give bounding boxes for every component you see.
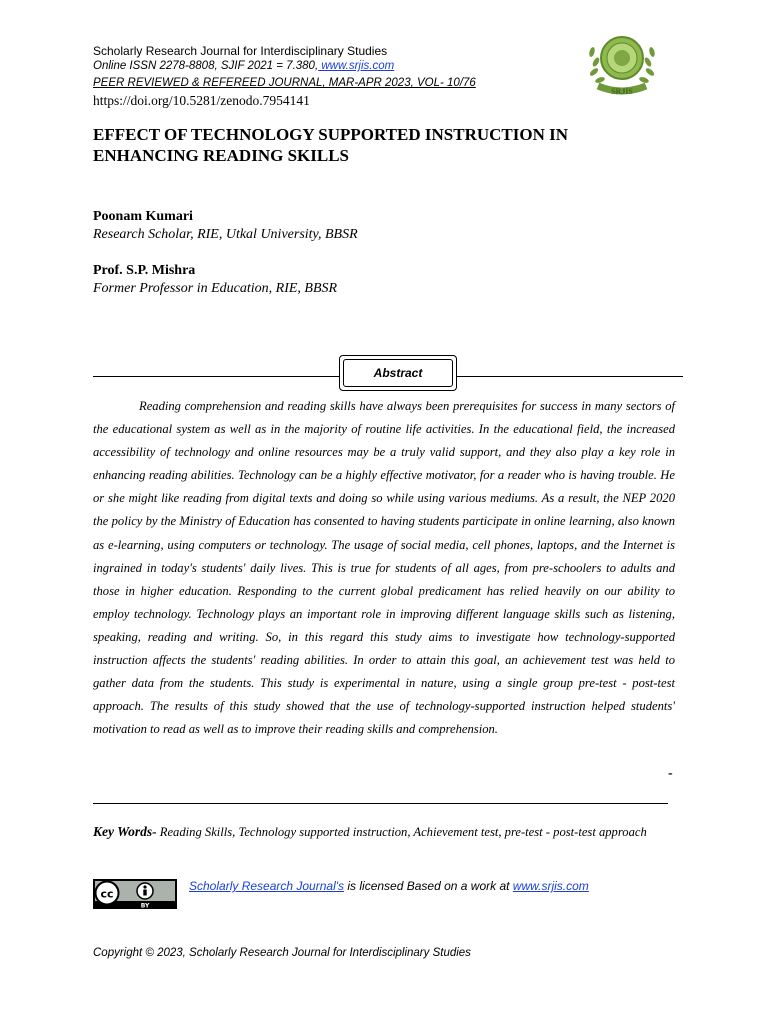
logo-text: SRJIS [611, 87, 633, 96]
abstract-trailing-dash: - [668, 766, 673, 781]
keywords [93, 820, 675, 845]
issn-text: Online ISSN 2278-8808, SJIF 2021 = 7.380, [93, 60, 319, 72]
abstract-heading-box [339, 355, 457, 391]
author-2-name: Prof. S.P. Mishra [93, 263, 196, 278]
author-2-affiliation: Former Professor in Education, RIE, BBSR [93, 281, 338, 296]
abstract-divider-right [457, 376, 683, 377]
keywords-text: Reading Skills, Technology supported instruction, Achievement test, pre-test - post-test approach [156, 825, 647, 839]
website-link[interactable]: www.srjis.com [318, 60, 395, 72]
issn-line [93, 60, 394, 72]
title-line-2: ENHANCING READING SKILLS [93, 146, 349, 165]
license-middle-text: is licensed Based on a work at [344, 879, 513, 893]
copyright: Copyright © 2023, Scholarly Research Journal for Interdisciplinary Studies [93, 947, 471, 959]
journal-license-link[interactable]: Scholarly Research Journal's [189, 879, 345, 893]
site-license-link[interactable]: www.srjis.com [512, 879, 589, 893]
abstract-divider-left [93, 376, 339, 377]
title-line-1: EFFECT OF TECHNOLOGY SUPPORTED INSTRUCTION IN [93, 125, 569, 144]
author-1-name: Poonam Kumari [93, 209, 193, 224]
svg-text:cc: cc [100, 887, 114, 901]
author-1-affiliation: Research Scholar, RIE, Utkal University, BBSR [93, 227, 358, 242]
cc-badge-text: BY [140, 902, 150, 909]
abstract-heading: Abstract [343, 359, 453, 387]
cc-by-license-icon[interactable] [93, 879, 177, 909]
license-line [189, 879, 589, 893]
doi-link[interactable]: https://doi.org/10.5281/zenodo.7954141 [93, 93, 310, 108]
srjis-logo [582, 28, 662, 100]
peer-reviewed-line: PEER REVIEWED & REFEREED JOURNAL, MAR-APR 2023, VOL- 10/76 [93, 77, 476, 89]
keywords-label: Key Words- [93, 824, 157, 839]
abstract-end-rule [93, 803, 668, 804]
journal-name: Scholarly Research Journal for Interdisciplinary Studies [93, 44, 388, 58]
abstract-body: Reading comprehension and reading skills have always been prerequisites for success in many sectors of the educational system as well as in the majority of routine life activities. In the educational field, the increased accessibility of technology and online resources may be a truly valid support, and they also play a key role in enhancing reading abilities. Technology can be a highly effective motivator, for a reader who is having trouble. He or she might like reading from digital texts and doing so while using various mediums. As a result, the NEP 2020 the policy by the Ministry of Education has consented to having students participate in online learning, also known as e-learning, using computers or technology. The usage of social media, cell phones, laptops, and the Internet is ingrained in today's students' daily lives. This is true for students of all ages, from pre-schoolers to adults and those in higher education. Responding to the current global predicament has relied heavily on our ability to employ technology. Technology plays an important role in improving different language skills such as listening, speaking, reading and writing. So, in this regard this study aims to investigate how technology-supported instruction affects the students' reading abilities. In order to attain this goal, an achievement test was held to gather data from the students. This study is experimental in nature, using a single group pre-test - post-test approach. The results of this study showed that the use of technology-supported instruction helped students' motivation to read as well as to improve their reading skills and comprehension. [93, 399, 675, 737]
abstract-text [93, 395, 675, 741]
paper-title [93, 124, 683, 166]
